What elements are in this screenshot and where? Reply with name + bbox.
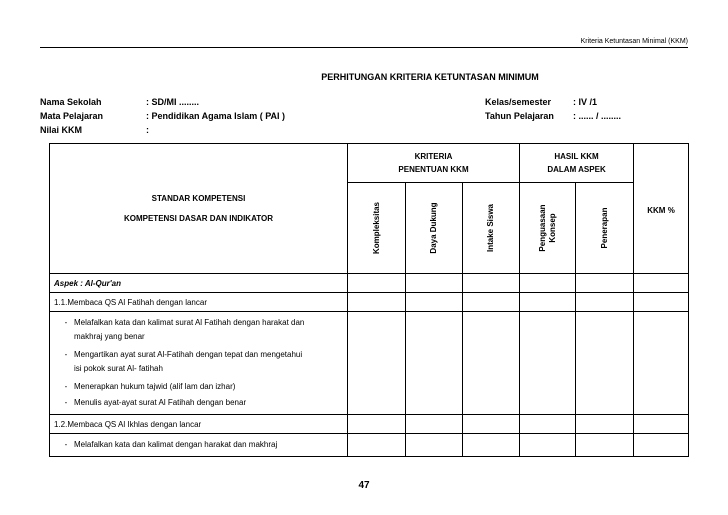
penguasaan-line1: Penguasaan bbox=[537, 204, 547, 252]
kriteria-header-line2: PENENTUAN KKM bbox=[398, 165, 469, 174]
cell bbox=[520, 415, 576, 434]
kriteria-header-line1: KRITERIA bbox=[414, 152, 453, 161]
kriteria-header bbox=[348, 144, 520, 183]
cell bbox=[634, 293, 689, 312]
cell bbox=[634, 312, 689, 415]
kd-1-2-indicators bbox=[50, 434, 348, 457]
penguasaan-konsep-header bbox=[520, 183, 576, 274]
cell bbox=[463, 312, 520, 415]
cell bbox=[576, 434, 634, 457]
cell bbox=[634, 415, 689, 434]
kkm-percent-header: KKM % bbox=[634, 144, 689, 274]
kompleksitas-header bbox=[348, 183, 406, 274]
indicator-item bbox=[58, 348, 347, 376]
kelas-semester-value: : IV /1 bbox=[573, 97, 598, 107]
kd-row bbox=[50, 293, 689, 312]
cell bbox=[576, 274, 634, 293]
cell bbox=[634, 274, 689, 293]
daya-dukung-label: Daya Dukung bbox=[429, 202, 438, 254]
indicator-item bbox=[58, 438, 347, 452]
penerapan-header bbox=[576, 183, 634, 274]
aspek-row bbox=[50, 274, 689, 293]
cell bbox=[406, 434, 463, 457]
nama-sekolah-label: Nama Sekolah bbox=[40, 97, 102, 107]
bullet-dash: - bbox=[64, 350, 68, 359]
cell bbox=[348, 274, 406, 293]
intake-siswa-label: Intake Siswa bbox=[486, 203, 496, 253]
indicator-item bbox=[58, 316, 347, 344]
kompleksitas-label: Kompleksitas bbox=[371, 201, 381, 255]
kd-row bbox=[50, 415, 689, 434]
indicator-row bbox=[50, 434, 689, 457]
tahun-pelajaran-value: : ...... / ........ bbox=[573, 111, 622, 121]
cell bbox=[406, 293, 463, 312]
nama-sekolah-value: : SD/MI ........ bbox=[146, 97, 200, 107]
cell bbox=[463, 415, 520, 434]
bullet-dash: - bbox=[64, 398, 68, 407]
cell bbox=[576, 293, 634, 312]
indicator-item bbox=[58, 380, 347, 394]
indicator-text: Melafalkan kata dan kalimat surat Al Fatihah dengan harakat dan makhraj yang benar bbox=[74, 318, 305, 341]
indicator-item bbox=[58, 396, 347, 410]
cell bbox=[348, 415, 406, 434]
cell bbox=[406, 415, 463, 434]
hasil-header-line1: HASIL KKM bbox=[554, 152, 599, 161]
sk-header-line2: KOMPETENSI DASAR DAN INDIKATOR bbox=[123, 213, 274, 223]
indicator-text: Melafalkan kata dan kalimat dengan harakat dan makhraj bbox=[74, 440, 278, 449]
page-number: 47 bbox=[358, 480, 370, 491]
cell bbox=[576, 312, 634, 415]
indicator-text: Mengartikan ayat surat Al-Fatihah dengan tepat dan mengetahui isi pokok surat Al- fatihah bbox=[74, 350, 303, 373]
cell bbox=[634, 434, 689, 457]
cell bbox=[520, 274, 576, 293]
indicator-text: Menerapkan hukum tajwid (alif lam dan izhar) bbox=[74, 382, 236, 391]
mata-pelajaran-value: : Pendidikan Agama Islam ( PAI ) bbox=[146, 111, 286, 121]
cell bbox=[463, 274, 520, 293]
cell bbox=[520, 312, 576, 415]
kd-1-1-indicators bbox=[50, 312, 348, 415]
bullet-dash: - bbox=[64, 440, 68, 449]
cell bbox=[348, 293, 406, 312]
daya-dukung-header bbox=[406, 183, 463, 274]
indicator-text: Menulis ayat-ayat surat Al Fatihah dengan benar bbox=[74, 398, 247, 407]
cell bbox=[406, 312, 463, 415]
hasil-kkm-header bbox=[520, 144, 634, 183]
kkm-table bbox=[49, 143, 689, 457]
sk-header-line1: STANDAR KOMPETENSI bbox=[151, 193, 246, 203]
kelas-semester-label: Kelas/semester bbox=[485, 97, 552, 107]
running-header: Kriteria Ketuntasan Minimal (KKM) bbox=[580, 38, 688, 45]
nilai-kkm-value: : bbox=[146, 125, 149, 135]
kd-1-2-label: 1.2.Membaca QS Al Ikhlas dengan lancar bbox=[50, 415, 348, 434]
cell bbox=[463, 293, 520, 312]
hasil-header-line2: DALAM ASPEK bbox=[547, 165, 606, 174]
cell bbox=[520, 434, 576, 457]
nilai-kkm-label: Nilai KKM bbox=[40, 125, 83, 135]
cell bbox=[520, 293, 576, 312]
mata-pelajaran-label: Mata Pelajaran bbox=[40, 111, 104, 121]
kd-1-1-label: 1.1.Membaca QS Al Fatihah dengan lancar bbox=[50, 293, 348, 312]
penerapan-label: Penerapan bbox=[599, 207, 609, 249]
penguasaan-konsep-label bbox=[538, 204, 558, 251]
cell bbox=[576, 415, 634, 434]
penguasaan-line2: Konsep bbox=[547, 213, 557, 243]
document-title: PERHITUNGAN KRITERIA KETUNTASAN MINIMUM bbox=[321, 72, 539, 82]
cell bbox=[348, 434, 406, 457]
bullet-dash: - bbox=[64, 318, 68, 327]
standar-kompetensi-header bbox=[50, 144, 348, 274]
tahun-pelajaran-label: Tahun Pelajaran bbox=[485, 111, 554, 121]
cell bbox=[406, 274, 463, 293]
cell bbox=[463, 434, 520, 457]
indicator-row bbox=[50, 312, 689, 415]
bullet-dash: - bbox=[64, 382, 68, 391]
intake-siswa-header bbox=[463, 183, 520, 274]
header-rule bbox=[40, 47, 688, 48]
aspek-label: Aspek : Al-Qur'an bbox=[50, 274, 348, 293]
cell bbox=[348, 312, 406, 415]
